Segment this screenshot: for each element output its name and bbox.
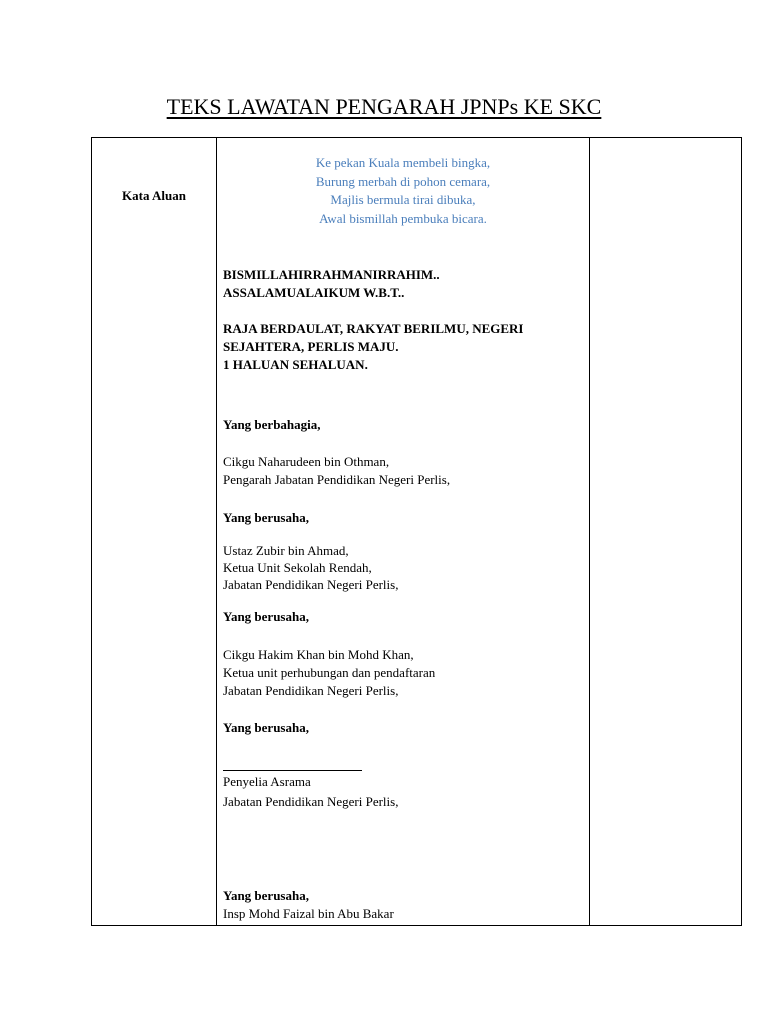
document-title-text: TEKS LAWATAN PENGARAH JPNPs KE SKC <box>166 94 602 119</box>
salutation: Yang berbahagia, <box>223 417 321 432</box>
guest-title: Ketua unit perhubungan dan pendaftaran <box>223 665 436 680</box>
guest-name: Ustaz Zubir bin Ahmad, <box>223 543 349 558</box>
motto-line: 1 HALUAN SEHALUAN. <box>223 357 368 372</box>
pantun-line: Burung merbah di pohon cemara, <box>315 173 491 189</box>
speech-table <box>91 137 742 926</box>
guest-title: Penyelia Asrama <box>223 774 311 789</box>
salutation: Yang berusaha, <box>223 720 309 735</box>
salutation: Yang berusaha, <box>223 510 309 525</box>
salutation: Yang berusaha, <box>223 609 309 624</box>
guest-name: Insp Mohd Faizal bin Abu Bakar <box>223 906 394 921</box>
table-divider-right <box>589 138 590 925</box>
guest-title: Jabatan Pendidikan Negeri Perlis, <box>223 577 399 592</box>
blank-name-line <box>223 770 362 771</box>
guest-name: Cikgu Naharudeen bin Othman, <box>223 454 390 469</box>
pantun-line: Majlis bermula tirai dibuka, <box>330 192 476 207</box>
guest-title: Jabatan Pendidikan Negeri Perlis, <box>223 683 399 698</box>
section-label: Kata Aluan <box>122 188 186 203</box>
opening-bismillah: BISMILLAHIRRAHMANIRRAHIM.. <box>223 267 440 282</box>
motto-line: SEJAHTERA, PERLIS MAJU. <box>223 339 399 354</box>
table-divider-left <box>216 138 217 925</box>
guest-title: Ketua Unit Sekolah Rendah, <box>223 560 372 575</box>
pantun-line: Ke pekan Kuala membeli bingka, <box>315 155 491 170</box>
motto-line: RAJA BERDAULAT, RAKYAT BERILMU, NEGERI <box>223 321 524 336</box>
pantun-line: Awal bismillah pembuka bicara. <box>319 210 487 226</box>
document-title <box>0 93 768 121</box>
opening-salam: ASSALAMUALAIKUM W.B.T.. <box>223 285 405 300</box>
opening-pantun <box>217 154 589 228</box>
guest-name: Cikgu Hakim Khan bin Mohd Khan, <box>223 647 414 662</box>
guest-title: Pengarah Jabatan Pendidikan Negeri Perlis, <box>223 472 451 487</box>
guest-title: Jabatan Pendidikan Negeri Perlis, <box>223 794 399 809</box>
salutation: Yang berusaha, <box>223 888 309 903</box>
